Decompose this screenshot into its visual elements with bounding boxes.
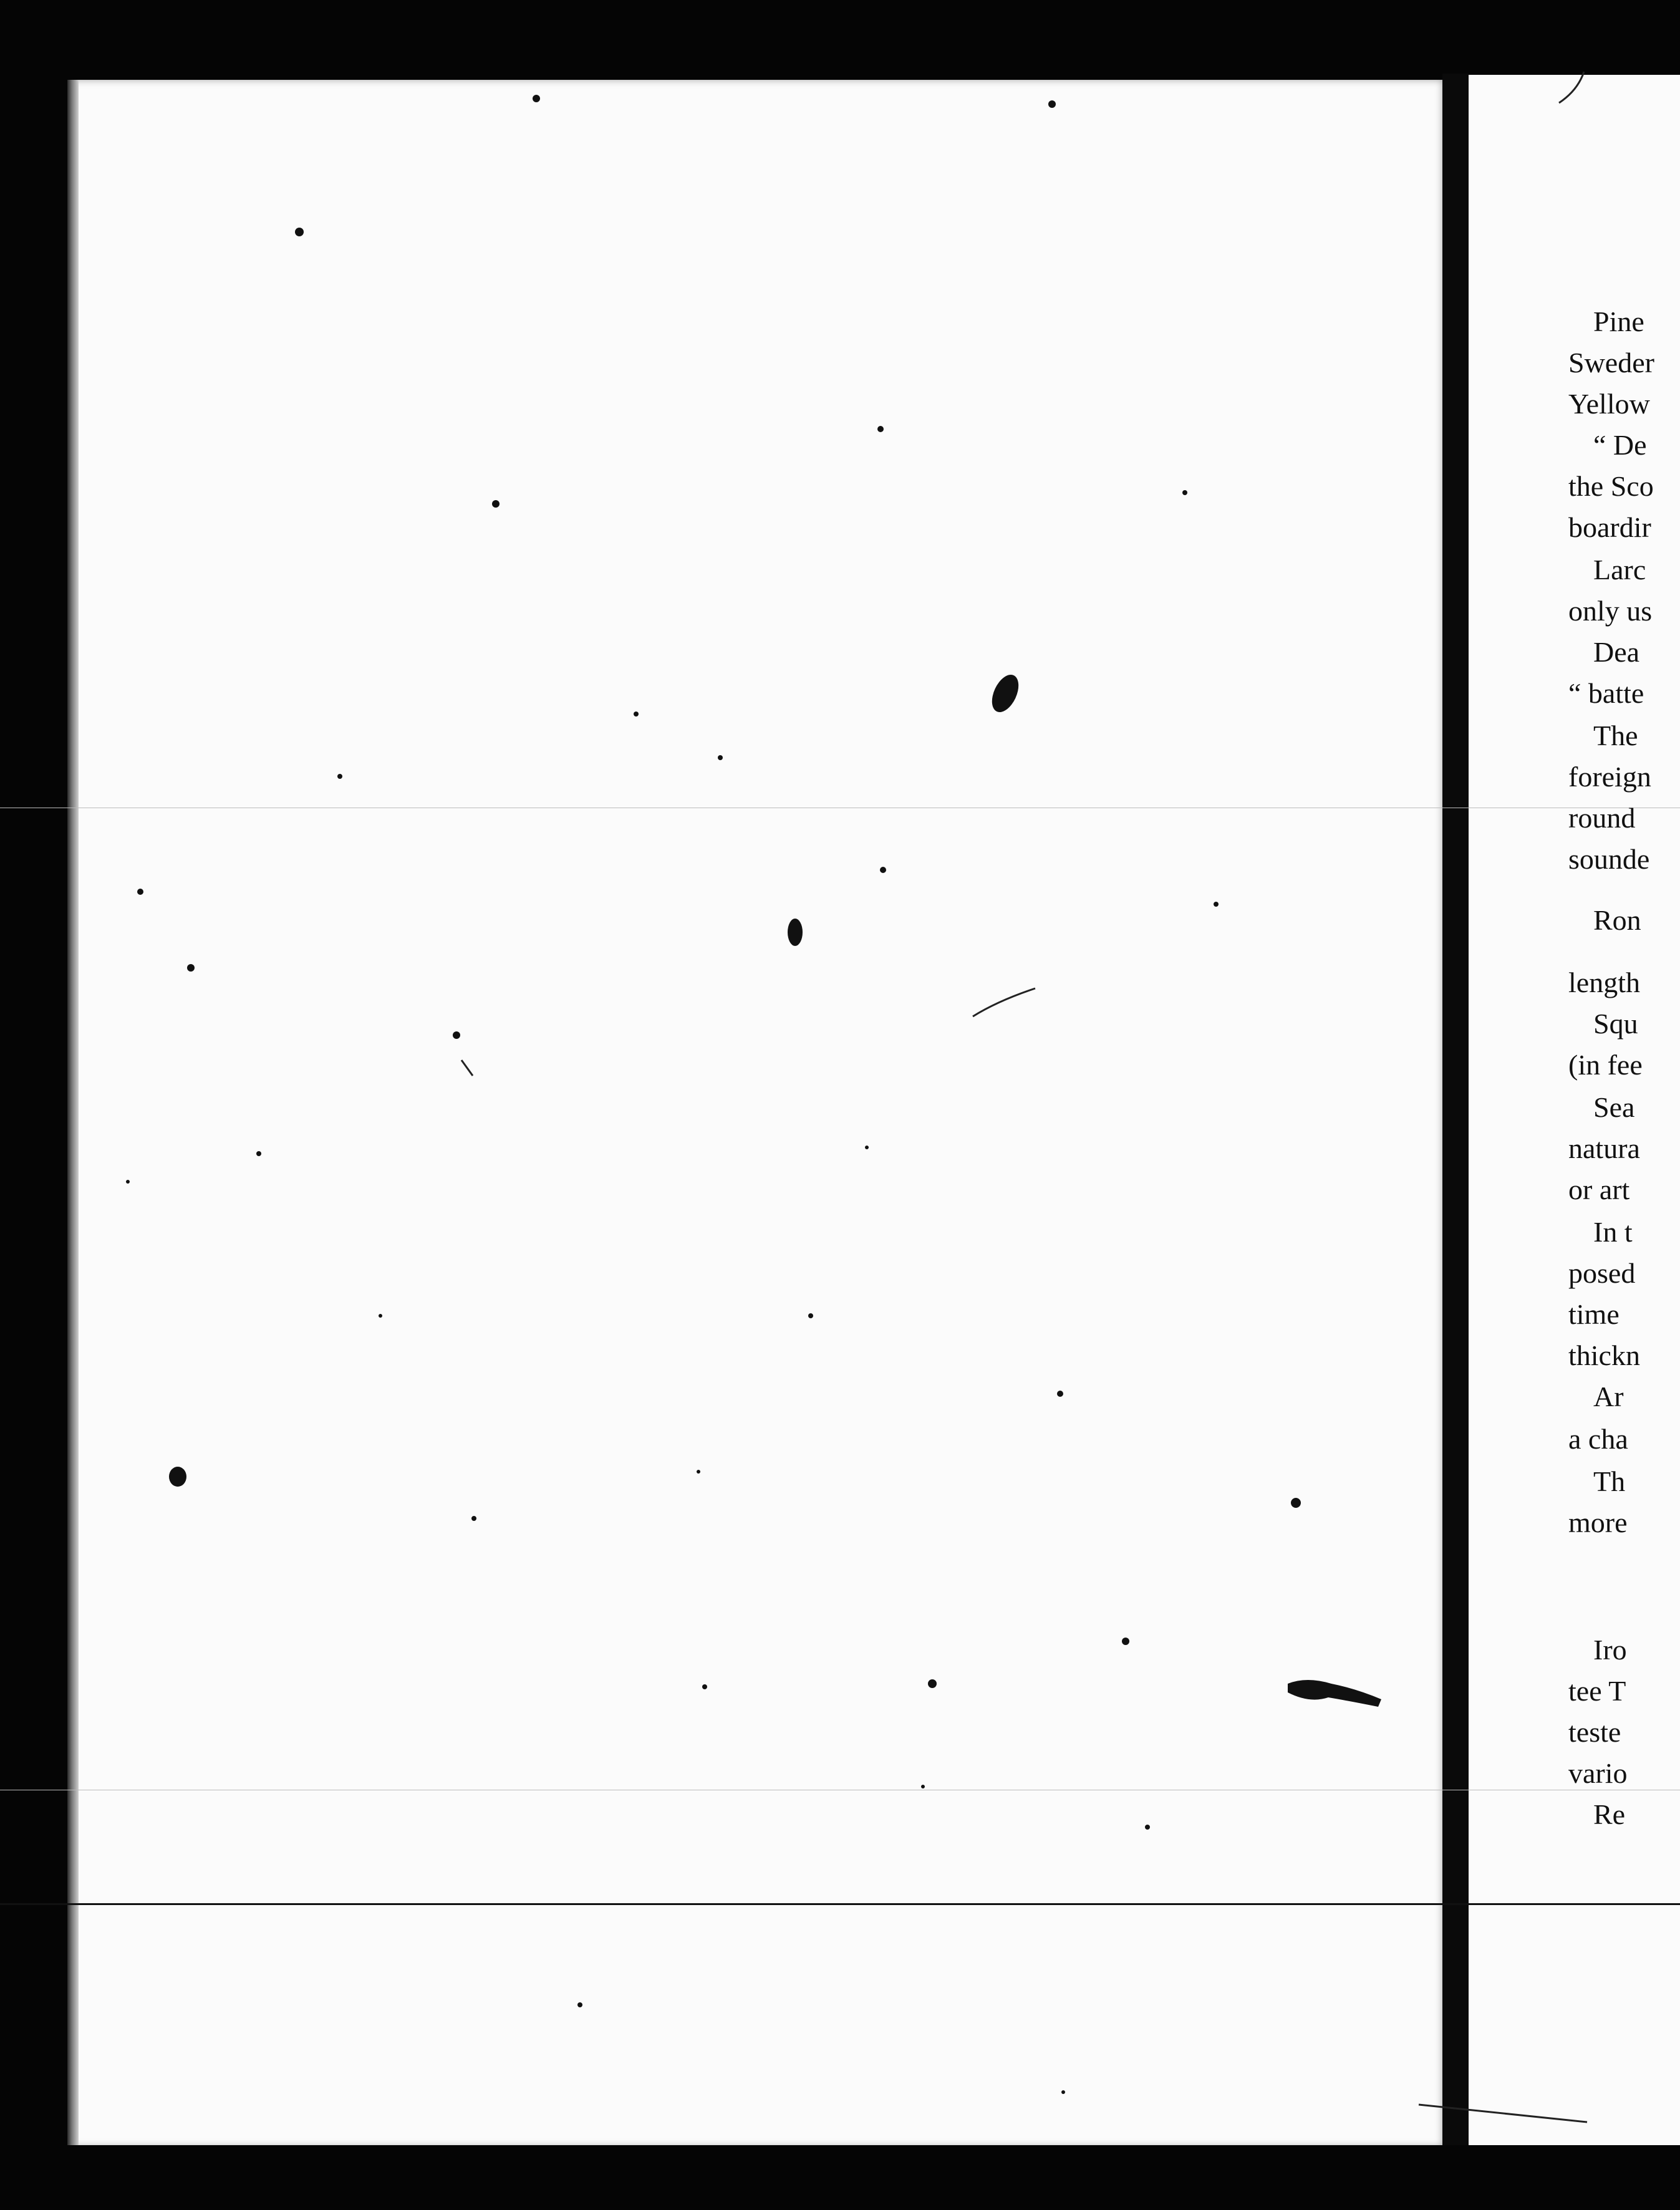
text-line: Squ: [1593, 1008, 1638, 1040]
text-line: In t: [1593, 1216, 1633, 1248]
book-gutter: [1442, 74, 1469, 2147]
text-line: Sweder: [1568, 347, 1654, 379]
text-line: or art: [1568, 1174, 1630, 1205]
left-page-binding-edge: [67, 80, 79, 2147]
text-line: “ De: [1593, 429, 1647, 461]
text-line: “ batte: [1568, 677, 1644, 709]
text-line: Pine: [1593, 306, 1644, 337]
text-line: thickn: [1568, 1339, 1640, 1371]
text-line: more: [1568, 1507, 1628, 1538]
text-line: Dea: [1593, 636, 1640, 668]
text-line: round: [1568, 802, 1636, 834]
text-line: foreign: [1568, 761, 1651, 793]
text-line: only us: [1568, 595, 1653, 627]
text-line: Ron: [1593, 904, 1641, 936]
text-line: Larc: [1593, 554, 1646, 586]
text-line: time: [1568, 1298, 1620, 1330]
text-line: a cha: [1568, 1423, 1628, 1455]
text-line: (in fee: [1568, 1049, 1643, 1081]
text-line: Yellow: [1568, 388, 1650, 420]
text-line: posed: [1568, 1257, 1636, 1289]
text-line: Iro: [1593, 1634, 1627, 1666]
scan-bottom-border: [0, 2145, 1680, 2210]
text-line: Re: [1593, 1798, 1626, 1830]
text-line: natura: [1568, 1132, 1640, 1164]
left-blank-page: [67, 80, 1442, 2147]
text-line: vario: [1568, 1757, 1628, 1789]
text-line: Th: [1593, 1465, 1626, 1497]
text-line: length: [1568, 967, 1640, 998]
right-page-text-fragments: [1568, 0, 1680, 2210]
text-line: boardir: [1568, 511, 1651, 543]
text-line: The: [1593, 720, 1638, 751]
text-line: Ar: [1593, 1381, 1624, 1412]
text-line: sounde: [1568, 843, 1650, 875]
text-line: tee T: [1568, 1675, 1626, 1707]
text-line: teste: [1568, 1716, 1621, 1748]
scan-guide-line-lower: [0, 1903, 1680, 1905]
text-line: the Sco: [1568, 470, 1654, 502]
text-line: Sea: [1593, 1091, 1635, 1123]
